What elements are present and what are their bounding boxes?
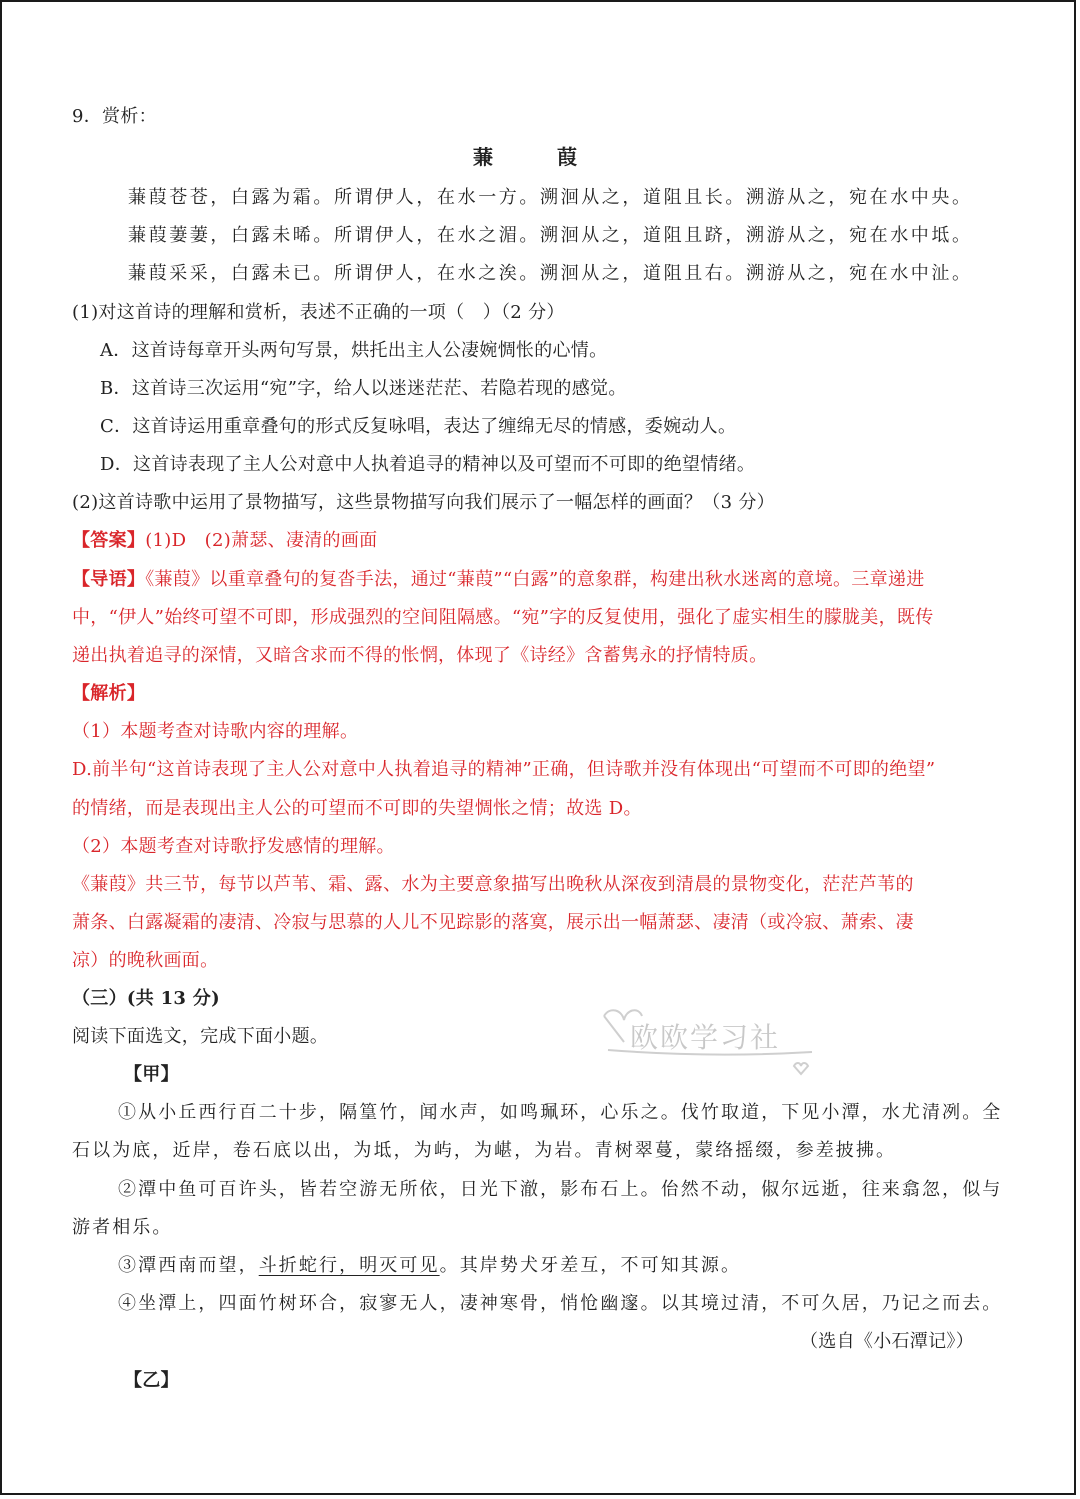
yi-label: 【乙】 (124, 1370, 179, 1391)
passage-p1-line-1: ①从小丘西行百二十步，隔篁竹，闻水声，如鸣珮环，心乐之。伐竹取道，下见小潭，水尤清冽。全 (118, 1102, 1003, 1123)
answer-label: 【答案】 (72, 530, 146, 551)
poem-title-char-1: 蒹 (473, 145, 493, 169)
guide-line-2: 中，“伊人”始终可望不可即，形成强烈的空间阻隔感。“宛”字的反复使用，强化了虚实相生的朦胧美，既传 (72, 607, 934, 628)
answer-text: (1)D (2)萧瑟、凄清的画面 (145, 530, 378, 551)
passage-source: （选自《小石潭记》） (800, 1331, 974, 1352)
analysis-line-7: 凉）的晚秋画面。 (72, 950, 219, 971)
poem-title-char-2: 葭 (557, 145, 577, 169)
option-d: D．这首诗表现了主人公对意中人执着追寻的精神以及可望而不可即的绝望情绪。 (100, 454, 756, 475)
guide-line-1 (72, 567, 925, 593)
passage-p3 (118, 1253, 741, 1279)
passage-p3-start: ③潭西南而望， (118, 1255, 259, 1276)
option-b: B．这首诗三次运用“宛”字，给人以迷迷茫茫、若隐若现的感觉。 (100, 378, 627, 399)
passage-p2-line-2: 游者相乐。 (72, 1217, 173, 1238)
passage-p2-line-1: ②潭中鱼可百许头，皆若空游无所依，日光下澈，影布石上。佁然不动，俶尔远逝，往来翕忽，似与 (118, 1179, 1003, 1200)
subquestion-2: (2)这首诗歌中运用了景物描写，这些景物描写向我们展示了一幅怎样的画面？（3 分） (72, 492, 775, 513)
watermark-text: 欧欧学习社 (630, 1021, 781, 1054)
poem-line-3: 蒹葭采采，白露未已。所谓伊人，在水之涘。溯洄从之，道阻且右。溯游从之，宛在水中沚。 (128, 263, 973, 284)
analysis-line-1: （1）本题考查对诗歌内容的理解。 (72, 721, 359, 742)
analysis-line-4: （2）本题考查对诗歌抒发感情的理解。 (72, 836, 395, 857)
passage-p3-underlined: 斗折蛇行，明灭可见 (258, 1255, 440, 1276)
section-3-heading: （三）(共 13 分) (72, 988, 220, 1009)
guide-text-1: 《蒹葭》以重章叠句的复沓手法，通过“蒹葭”“白露”的意象群，构建出秋水迷离的意境。三章递进 (145, 569, 925, 590)
passage-p4: ④坐潭上，四面竹树环合，寂寥无人，凄神寒骨，悄怆幽邃。以其境过清，不可久居，乃记之而去。 (118, 1293, 1003, 1314)
analysis-line-2: D.前半句“这首诗表现了主人公对意中人执着追寻的精神”正确，但诗歌并没有体现出“可望而不可即的绝望” (72, 759, 936, 780)
analysis-line-5: 《蒹葭》共三节，每节以芦苇、霜、露、水为主要意象描写出晚秋从深夜到清晨的景物变化，茫茫芦苇的 (72, 874, 914, 895)
passage-p3-end: 。其岸势犬牙差互，不可知其源。 (439, 1255, 742, 1276)
question-9-heading: 9．赏析： (72, 106, 157, 127)
passage-p1-line-2: 石以为底，近岸，卷石底以出，为坻，为屿，为嵁，为岩。青树翠蔓，蒙络摇缀，参差披拂。 (72, 1140, 897, 1161)
subquestion-1: (1)对这首诗的理解和赏析，表述不正确的一项（ ）（2 分） (72, 302, 565, 323)
answer-line (72, 528, 377, 554)
analysis-line-3: 的情绪，而是表现出主人公的可望而不可即的失望惆怅之情；故选 D。 (72, 798, 642, 819)
poem-line-2: 蒹葭萋萋，白露未晞。所谓伊人，在水之湄。溯洄从之，道阻且跻，溯游从之，宛在水中坻。 (128, 225, 973, 246)
jia-label: 【甲】 (124, 1064, 179, 1085)
watermark (600, 1002, 815, 1082)
analysis-line-6: 萧条、白露凝霜的凄清、冷寂与思慕的人儿不见踪影的落寞，展示出一幅萧瑟、凄清（或冷寂、萧索、凄 (72, 912, 914, 933)
option-a: A．这首诗每章开头两句写景，烘托出主人公凄婉惆怅的心情。 (100, 340, 608, 361)
section-3-instruction: 阅读下面选文，完成下面小题。 (72, 1026, 329, 1047)
option-c: C．这首诗运用重章叠句的形式反复咏唱，表达了缠绵无尽的情感，委婉动人。 (100, 416, 737, 437)
guide-line-3: 递出执着追寻的深情，又暗含求而不得的怅惘，体现了《诗经》含蓄隽永的抒情特质。 (72, 645, 768, 666)
poem-line-1: 蒹葭苍苍，白露为霜。所谓伊人，在水一方。溯洄从之，道阻且长。溯游从之，宛在水中央。 (128, 187, 973, 208)
analysis-label: 【解析】 (72, 683, 146, 704)
poem-title (473, 144, 577, 170)
guide-label: 【导语】 (72, 569, 146, 590)
